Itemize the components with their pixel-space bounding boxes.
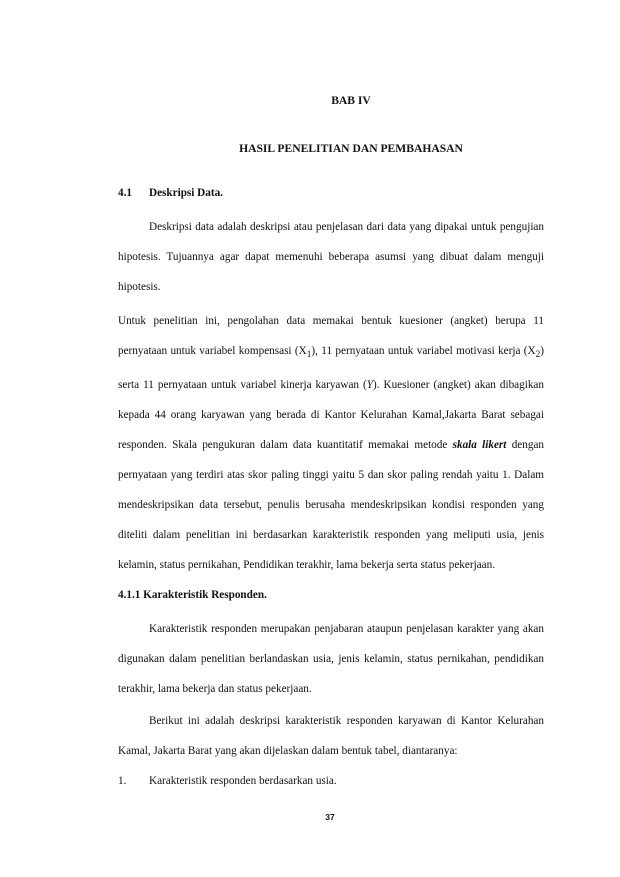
page-content xyxy=(118,86,544,796)
paragraph-deskripsi-data: Deskripsi data adalah deskripsi atau penjelasan dari data yang dipakai untuk pengujian hipotesis. Tujuannya agar dapat memenuhi beberapa asumsi yang dibuat dalam menguji hipotesis. xyxy=(118,221,544,293)
list-item-text: Karakteristik responden berdasarkan usia. xyxy=(149,775,337,788)
subsection-title: Karakteristik Responden. xyxy=(143,589,267,602)
paragraph-text: Untuk penelitian ini, pengolahan data memakai bentuk kuesioner (angket) berupa 11 pernyataan untuk variabel kompensasi (X xyxy=(118,315,544,357)
section-number: 4.1 xyxy=(118,187,132,199)
subsection-number: 4.1.1 xyxy=(118,589,141,602)
chapter-title: HASIL PENELITIAN DAN PEMBAHASAN xyxy=(239,142,463,155)
subscript: 1 xyxy=(306,350,312,361)
variable-y: Y xyxy=(366,379,373,392)
subsection-heading xyxy=(118,580,544,610)
subscript: 2 xyxy=(535,350,541,361)
page-number: 37 xyxy=(325,812,335,822)
list-item-number: 1. xyxy=(118,775,127,788)
paragraph-pengolahan-data xyxy=(118,306,544,580)
paragraph-karakteristik-responden: Karakteristik responden merupakan penjabaran ataupun penjelasan karakter yang akan digunakan dalam penelitian berlandaskan usia, jenis kelamin, status pernikahan, pendidikan terakhir, lama bekerja dan status pekerjaan. xyxy=(118,623,544,696)
paragraph-text: ). Kuesioner (angket) akan dibagikan kepada 44 orang karyawan yang berada di Kantor Kelurahan Kamal,Jakarta Barat sebagai responden. Skala pengukuran dalam data kuantitatif memakai metode xyxy=(118,379,544,452)
section-heading xyxy=(118,178,544,208)
paragraph-text: ), 11 pernyataan untuk variabel motivasi kerja (X xyxy=(311,345,536,357)
paragraph-text: dengan pernyataan yang terdiri atas skor paling tinggi yaitu 5 dan skor paling rendah yaitu 1. Dalam mendeskripsikan data tersebut, penulis berusaha mendeskripsikan kondisi responden yang diteliti dalam penelitian ini berdasarkan karakteristik responden yang meliputi usia, jenis kelamin, status pernikahan, Pendidikan terakhir, lama bekerja serta status pekerjaan. xyxy=(118,439,544,572)
section-title: Deskripsi Data. xyxy=(149,187,223,199)
list-item xyxy=(118,766,544,796)
chapter-heading: BAB IV xyxy=(331,94,371,107)
paragraph-berikut-ini: Berikut ini adalah deskripsi karakteristik responden karyawan di Kantor Kelurahan Kamal, Jakarta Barat yang akan dijelaskan dalam bentuk tabel, diantaranya: xyxy=(118,715,544,758)
paragraph-text: ) serta 11 pernyataan untuk variabel kinerja karyawan ( xyxy=(118,345,544,392)
skala-likert-term: skala likert xyxy=(452,439,507,452)
